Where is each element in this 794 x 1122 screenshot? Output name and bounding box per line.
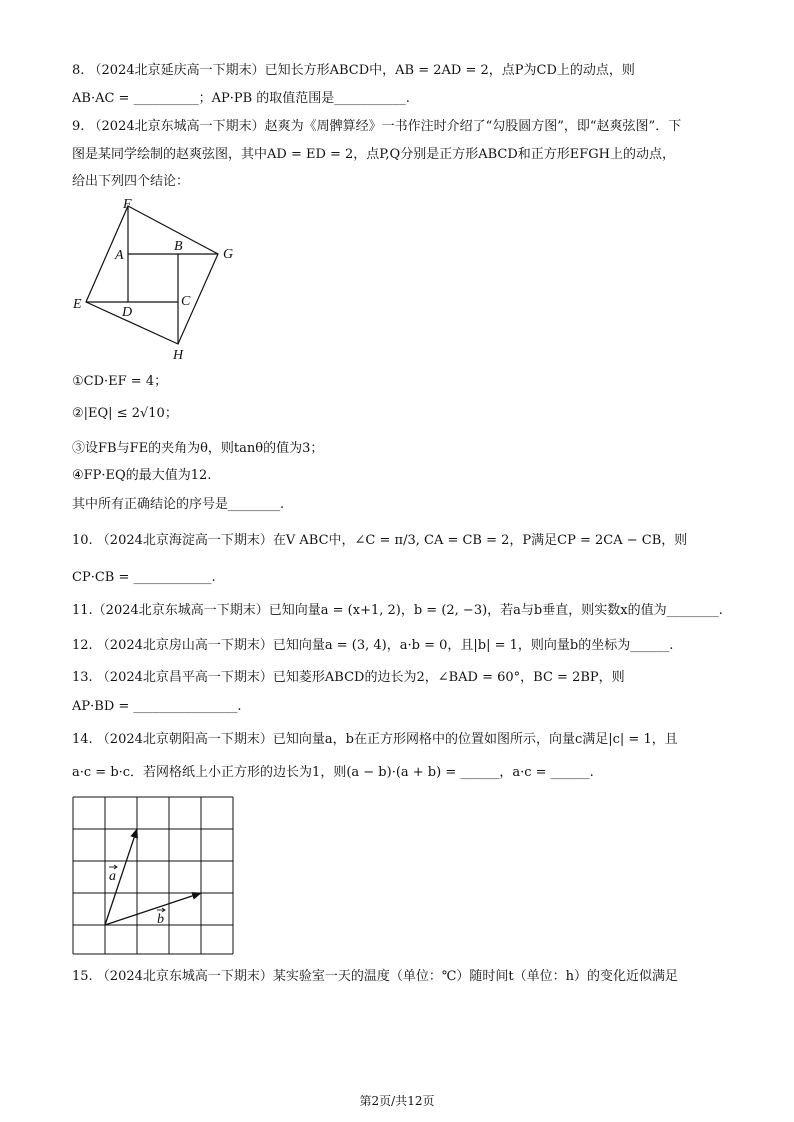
q9-line1: 9. （2024北京东城高一下期末）赵爽为《周髀算经》一书作注时介绍了“勾股圆方图”，即“赵爽弦图”．下 [72,119,682,134]
q13-line2: AP·BD = ________________. [72,699,242,714]
zhao-shuang-diagram [70,198,245,363]
grid [73,797,233,954]
q9-line3: 给出下列四个结论： [72,174,190,189]
q12-line1: 12. （2024北京房山高一下期末）已知向量a = (3, 4)，a·b = 0，且|b| = 1，则向量b的坐标为______. [72,638,674,653]
label-c: C [181,294,191,309]
square-abcd [128,254,178,302]
vector-b-arrow [105,893,201,925]
q15-line1: 15. （2024北京东城高一下期末）某实验室一天的温度（单位：℃）随时间t（单位：h）的变化近似满足 [72,969,679,984]
q14-line1: 14. （2024北京朝阳高一下期末）已知向量a，b在正方形网格中的位置如图所示，向量c满足|c| = 1，且 [72,732,678,747]
q9-question: 其中所有正确结论的序号是________. [72,497,285,512]
q8-line2: AB·AC = __________；AP·PB 的取值范围是___________. [72,91,410,106]
page-footer: 第2页/共12页 [359,1094,435,1108]
label-b: B [174,239,183,254]
q13-line1: 13. （2024北京昌平高一下期末）已知菱形ABCD的边长为2，∠BAD = 60°，BC = 2BP，则 [72,670,625,685]
vector-b-label: b [157,912,164,927]
label-f: F [123,198,132,212]
label-g: G [223,247,234,262]
vector-grid-figure [72,796,236,956]
q8-line1: 8. （2024北京延庆高一下期末）已知长方形ABCD中，AB = 2AD = 2，点P为CD上的动点，则 [72,63,635,78]
q11-line1: 11.（2024北京东城高一下期末）已知向量a = (x+1, 2)，b = (2, −3)，若a与b垂直，则实数x的值为________. [72,603,723,618]
vector-a-label: a [109,869,116,884]
q9-conclusion-4: ④FP·EQ的最大值为12. [72,468,212,483]
q9-conclusion-3: ③设FB与FE的夹角为θ，则tanθ的值为3； [72,441,324,456]
square-efgh [86,206,218,344]
q9-conclusion-2: ②|EQ| ≤ 2√10； [72,406,178,421]
q14-line2: a·c = b·c．若网格纸上小正方形的边长为1，则(a − b)·(a + b) = ______，a·c = ______. [72,765,594,780]
q9-conclusion-1: ①CD·EF = 4； [72,374,168,389]
label-e: E [73,297,82,312]
q10-line2: CP·CB = ____________. [72,570,216,585]
label-h: H [173,348,184,363]
q9-line2: 图是某同学绘制的赵爽弦图，其中AD = ED = 2，点P,Q分别是正方形ABCD和正方形EFGH上的动点， [72,147,675,162]
q10-line1: 10. （2024北京海淀高一下期末）在V ABC中，∠C = π/3, CA = CB = 2，P满足CP = 2CA − CB，则 [72,533,688,548]
label-a: A [115,248,124,263]
label-d: D [122,305,133,320]
